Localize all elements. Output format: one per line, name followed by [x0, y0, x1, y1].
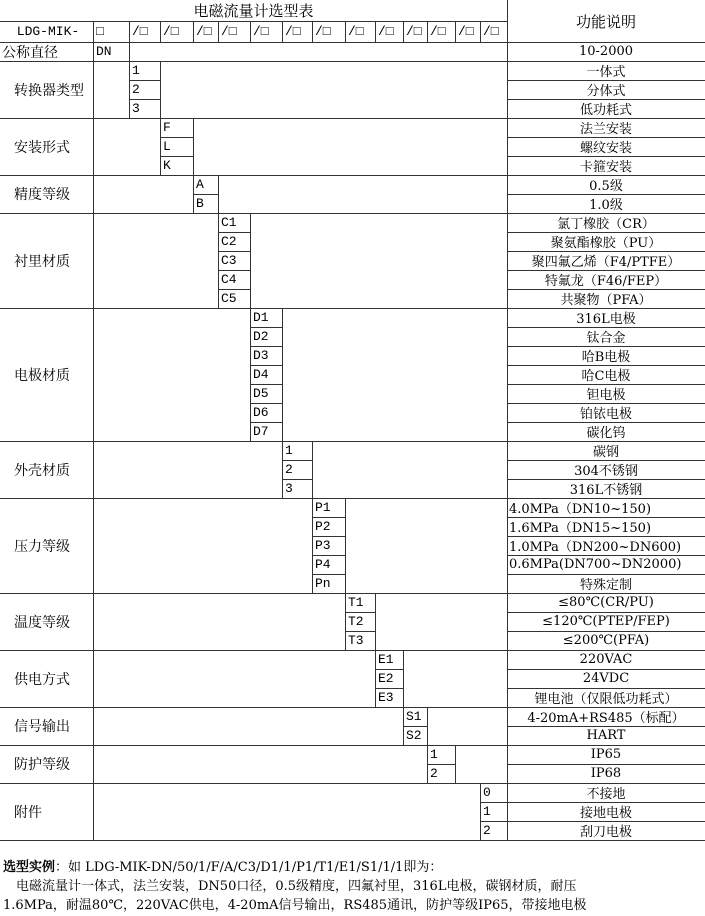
- option-desc: 分体式: [507, 80, 705, 100]
- option-code: T3: [345, 631, 376, 651]
- function-header: 功能说明: [507, 0, 705, 43]
- option-code: L: [160, 137, 194, 157]
- group-label: 温度等级: [0, 593, 94, 651]
- option-desc: HART: [507, 726, 705, 746]
- blank-cell: [93, 783, 481, 841]
- option-desc: 锂电池（仅限低功耗式）: [507, 688, 705, 708]
- model-slot: /□: [345, 21, 376, 43]
- option-code: S2: [403, 726, 428, 746]
- option-desc: IP65: [507, 745, 705, 765]
- model-slot: /□: [403, 21, 428, 43]
- blank-cell: [93, 118, 161, 176]
- option-desc: 氯丁橡胶（CR）: [507, 213, 705, 233]
- option-desc: 4.0MPa（DN10~150): [507, 498, 705, 518]
- option-desc: 304不锈钢: [507, 460, 705, 480]
- option-code: K: [160, 156, 194, 176]
- option-desc: 0.6MPa(DN700~DN2000): [507, 555, 705, 575]
- blank-cell: [129, 42, 508, 62]
- option-code: 1: [129, 61, 161, 81]
- option-desc: 1.0MPa（DN200~DN600): [507, 536, 705, 556]
- example-line-1: 电磁流量计一体式，法兰安装，DN50口径，0.5级精度，四氟衬里，316L电极，碳钢材质，耐压: [3, 879, 577, 894]
- option-desc: 聚氨酯橡胶（PU）: [507, 232, 705, 252]
- option-code: 2: [427, 764, 456, 784]
- desc-diameter: 10-2000: [507, 42, 705, 62]
- group-label: 电极材质: [0, 308, 94, 442]
- option-desc: 刮刀电极: [507, 821, 705, 841]
- option-code: 1: [480, 802, 508, 822]
- option-code: T1: [345, 593, 376, 613]
- option-desc: 哈C电极: [507, 365, 705, 385]
- model-slot: /□: [312, 21, 346, 43]
- blank-cell: [93, 213, 219, 309]
- option-code: C5: [218, 289, 251, 309]
- group-label: 供电方式: [0, 650, 94, 708]
- option-code: D4: [250, 365, 283, 385]
- model-slot: /□: [218, 21, 251, 43]
- option-desc: 哈B电极: [507, 346, 705, 366]
- option-code: D2: [250, 327, 283, 347]
- option-desc: 卡箍安装: [507, 156, 705, 176]
- model-slot: /□: [480, 21, 508, 43]
- option-desc: 316L不锈钢: [507, 479, 705, 499]
- blank-cell: [160, 61, 508, 119]
- option-code: A: [193, 175, 219, 195]
- option-code: E1: [375, 650, 404, 670]
- model-slot: /□: [427, 21, 456, 43]
- option-code: D6: [250, 403, 283, 423]
- option-desc: 钛合金: [507, 327, 705, 347]
- model-slot: /□: [160, 21, 194, 43]
- option-code: D5: [250, 384, 283, 404]
- row-label-diameter: 公称直径: [0, 42, 94, 62]
- group-label: 外壳材质: [0, 441, 94, 499]
- option-desc: 低功耗式: [507, 99, 705, 119]
- group-label: 压力等级: [0, 498, 94, 594]
- option-code: 3: [282, 479, 313, 499]
- group-label: 衬里材质: [0, 213, 94, 309]
- blank-cell: [93, 650, 376, 708]
- model-slot: /□: [282, 21, 313, 43]
- option-desc: 220VAC: [507, 650, 705, 670]
- blank-cell: [403, 650, 508, 708]
- model-slot: /□: [193, 21, 219, 43]
- blank-cell: [427, 707, 508, 746]
- option-code: 1: [427, 745, 456, 765]
- blank-cell: [345, 498, 508, 594]
- option-code: P3: [312, 536, 346, 556]
- option-desc: ≤80℃(CR/PU): [507, 593, 705, 613]
- option-desc: 一体式: [507, 61, 705, 81]
- option-code: P2: [312, 517, 346, 537]
- option-desc: 1.6MPa（DN15~150): [507, 517, 705, 537]
- option-desc: 螺纹安装: [507, 137, 705, 157]
- blank-cell: [250, 213, 508, 309]
- option-desc: 0.5级: [507, 175, 705, 195]
- blank-cell: [93, 498, 313, 594]
- option-desc: 特氟龙（F46/FEP）: [507, 270, 705, 290]
- blank-cell: [312, 441, 508, 499]
- model-slot: /□: [455, 21, 481, 43]
- option-desc: 24VDC: [507, 669, 705, 689]
- option-code: 2: [480, 821, 508, 841]
- option-desc: 4-20mA+RS485（标配）: [507, 707, 705, 727]
- group-label: 信号输出: [0, 707, 94, 746]
- option-code: F: [160, 118, 194, 138]
- option-code: 3: [129, 99, 161, 119]
- option-code: 1: [282, 441, 313, 461]
- option-desc: 铂铱电极: [507, 403, 705, 423]
- group-label: 精度等级: [0, 175, 94, 214]
- blank-cell: [218, 175, 508, 214]
- option-desc: ≤200℃(PFA): [507, 631, 705, 651]
- option-desc: 法兰安装: [507, 118, 705, 138]
- blank-cell: [93, 707, 404, 746]
- option-code: E2: [375, 669, 404, 689]
- option-code: D7: [250, 422, 283, 442]
- option-desc: 不接地: [507, 783, 705, 803]
- option-code: T2: [345, 612, 376, 632]
- option-code: C3: [218, 251, 251, 271]
- blank-cell: [93, 61, 130, 119]
- option-desc: IP68: [507, 764, 705, 784]
- example-code: ：如 LDG-MIK-DN/50/1/F/A/C3/D1/1/P1/T1/E1/S1/1/1即为：: [55, 860, 443, 875]
- model-slot: /□: [375, 21, 404, 43]
- blank-cell: [282, 308, 508, 442]
- option-desc: 钽电极: [507, 384, 705, 404]
- option-desc: 聚四氟乙烯（F4/PTFE）: [507, 251, 705, 271]
- option-desc: 碳钢: [507, 441, 705, 461]
- option-code: C1: [218, 213, 251, 233]
- blank-cell: [93, 441, 283, 499]
- option-desc: 1.0级: [507, 194, 705, 214]
- blank-cell: [93, 175, 194, 214]
- option-code: B: [193, 194, 219, 214]
- model-slot: □: [93, 21, 130, 43]
- option-code: 2: [129, 80, 161, 100]
- example-line-2: 1.6MPa，耐温80℃，220VAC供电，4-20mA信号输出，RS485通讯，防护等级IP65，带接地电极: [3, 898, 587, 913]
- option-desc: 316L电极: [507, 308, 705, 328]
- blank-cell: [93, 593, 346, 651]
- group-label: 安装形式: [0, 118, 94, 176]
- option-code: C2: [218, 232, 251, 252]
- option-code: S1: [403, 707, 428, 727]
- model-slot: /□: [250, 21, 283, 43]
- blank-cell: [193, 118, 508, 176]
- option-desc: 接地电极: [507, 802, 705, 822]
- option-desc: 特殊定制: [507, 574, 705, 594]
- option-code: 0: [480, 783, 508, 803]
- group-label: 转换器类型: [0, 61, 94, 119]
- group-label: 防护等级: [0, 745, 94, 784]
- option-code: P1: [312, 498, 346, 518]
- blank-cell: [93, 745, 428, 784]
- code-dn: DN: [93, 42, 130, 62]
- table-title: 电磁流量计选型表: [0, 0, 508, 22]
- blank-cell: [507, 783, 508, 841]
- option-code: C4: [218, 270, 251, 290]
- blank-cell: [375, 593, 508, 651]
- option-code: Pn: [312, 574, 346, 594]
- option-desc: 共聚物（PFA）: [507, 289, 705, 309]
- example-heading: 选型实例: [3, 860, 56, 875]
- selection-example: [3, 858, 587, 915]
- option-code: D1: [250, 308, 283, 328]
- option-desc: ≤120℃(PTEP/FEP): [507, 612, 705, 632]
- option-code: 2: [282, 460, 313, 480]
- model-slot: /□: [129, 21, 161, 43]
- blank-cell: [455, 745, 508, 784]
- model-prefix: LDG-MIK-: [0, 21, 94, 43]
- group-label: 附件: [0, 783, 94, 841]
- blank-cell: [93, 308, 251, 442]
- option-code: D3: [250, 346, 283, 366]
- option-desc: 碳化钨: [507, 422, 705, 442]
- option-code: P4: [312, 555, 346, 575]
- option-code: E3: [375, 688, 404, 708]
